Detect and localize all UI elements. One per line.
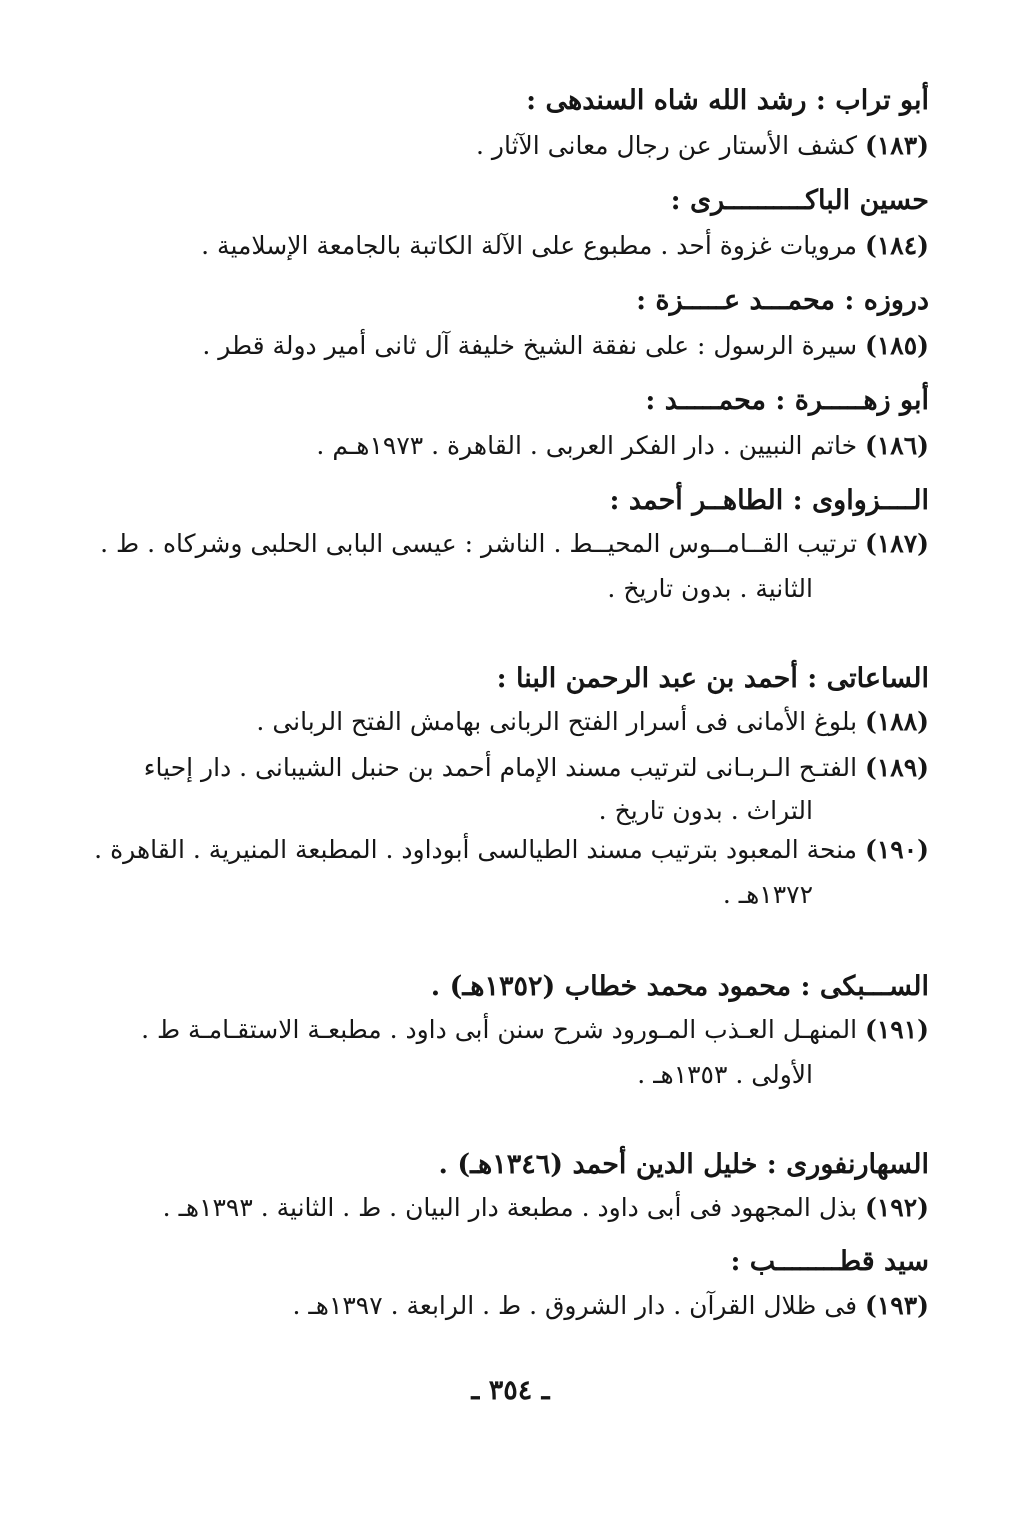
entry-text: فى ظلال القرآن . دار الشروق . ط . الرابعة . ١٣٩٧هـ . xyxy=(292,1291,858,1320)
bibliography-entry xyxy=(100,520,929,568)
author-heading: أبو تراب : رشد الله شاه السندهى : xyxy=(526,85,929,116)
entry-text: خاتم النبيين . دار الفكر العربى . القاهرة . ١٩٧٣هـم . xyxy=(316,431,858,460)
entry-text: بذل المجهود فى أبى داود . مطبعة دار البيان . ط . الثانية . ١٣٩٣هـ . xyxy=(162,1193,858,1222)
bibliography-entry xyxy=(128,222,929,270)
entry-number: (١٩٠) xyxy=(865,835,929,864)
author-heading: الساعاتى : أحمد بن عبد الرحمن البنا : xyxy=(496,663,929,694)
page-number: ـ ٣٥٤ ـ xyxy=(471,1375,550,1406)
bibliography-entry xyxy=(128,744,929,792)
author-heading: حسين الباكــــــــــرى : xyxy=(670,185,929,216)
entry-number: (١٨٩) xyxy=(865,753,929,782)
bibliography-entry xyxy=(128,322,929,370)
entry-continuation: الثانية . بدون تاريخ . xyxy=(607,574,813,603)
entry-continuation: ١٣٧٢هـ . xyxy=(722,880,813,909)
entry-continuation: الأولى . ١٣٥٣هـ . xyxy=(637,1060,813,1089)
bibliography-entry xyxy=(128,1282,929,1330)
entry-number: (١٨٦) xyxy=(865,431,929,460)
entry-text: سيرة الرسول : على نفقة الشيخ خليفة آل ثانى أمير دولة قطر . xyxy=(202,331,858,360)
entry-number: (١٨٤) xyxy=(865,231,929,260)
entry-number: (١٨٧) xyxy=(865,529,929,558)
entry-number: (١٨٣) xyxy=(865,131,929,160)
entry-number: (١٩٣) xyxy=(865,1291,929,1320)
entry-text: الفتـح الـربـانى لترتيب مسند الإمام أحمد بن حنبل الشيبانى . دار إحياء xyxy=(143,753,858,782)
entry-text: مرويات غزوة أحد . مطبوع على الآلة الكاتبة بالجامعة الإسلامية . xyxy=(201,231,858,260)
bibliography-entry xyxy=(128,422,929,470)
entry-number: (١٨٨) xyxy=(865,707,929,736)
author-heading: سيد قطــــــــب : xyxy=(730,1246,929,1277)
entry-text: كشف الأستار عن رجال معانى الآثار . xyxy=(475,131,858,160)
entry-number: (١٩١) xyxy=(865,1015,929,1044)
entry-text: منحة المعبود بترتيب مسند الطيالسى أبوداود . المطبعة المنيرية . القاهرة . xyxy=(94,835,858,864)
entry-number: (١٩٢) xyxy=(865,1193,929,1222)
entry-text: بلوغ الأمانى فى أسرار الفتح الربانى بهامش الفتح الربانى . xyxy=(256,707,858,736)
entry-number: (١٨٥) xyxy=(865,331,929,360)
bibliography-entry xyxy=(94,826,929,874)
author-heading: الــــزواوى : الطاهــر أحمد : xyxy=(609,485,929,516)
entry-text: ترتيب القــامــوس المحيــط . الناشر : عيسى البابى الحلبى وشركاه . ط . xyxy=(100,529,858,558)
bibliography-entry xyxy=(128,1006,929,1054)
bibliography-entry xyxy=(128,1184,929,1232)
entry-continuation: التراث . بدون تاريخ . xyxy=(598,796,813,825)
author-heading: الســـبكى : محمود محمد خطاب (١٣٥٢هـ) . xyxy=(430,971,929,1002)
bibliography-entry xyxy=(128,698,929,746)
bibliography-entry xyxy=(128,122,929,170)
author-heading: أبو زهـــــرة : محمـــــد : xyxy=(645,385,929,416)
author-heading: السهارنفورى : خليل الدين أحمد (١٣٤٦هـ) . xyxy=(438,1149,929,1180)
entry-text: المنهـل العـذب المـورود شرح سنن أبى داود . مطبعـة الاستقـامـة ط . xyxy=(141,1015,858,1044)
author-heading: دروزه : محمـــد عـــــزة : xyxy=(636,285,929,316)
